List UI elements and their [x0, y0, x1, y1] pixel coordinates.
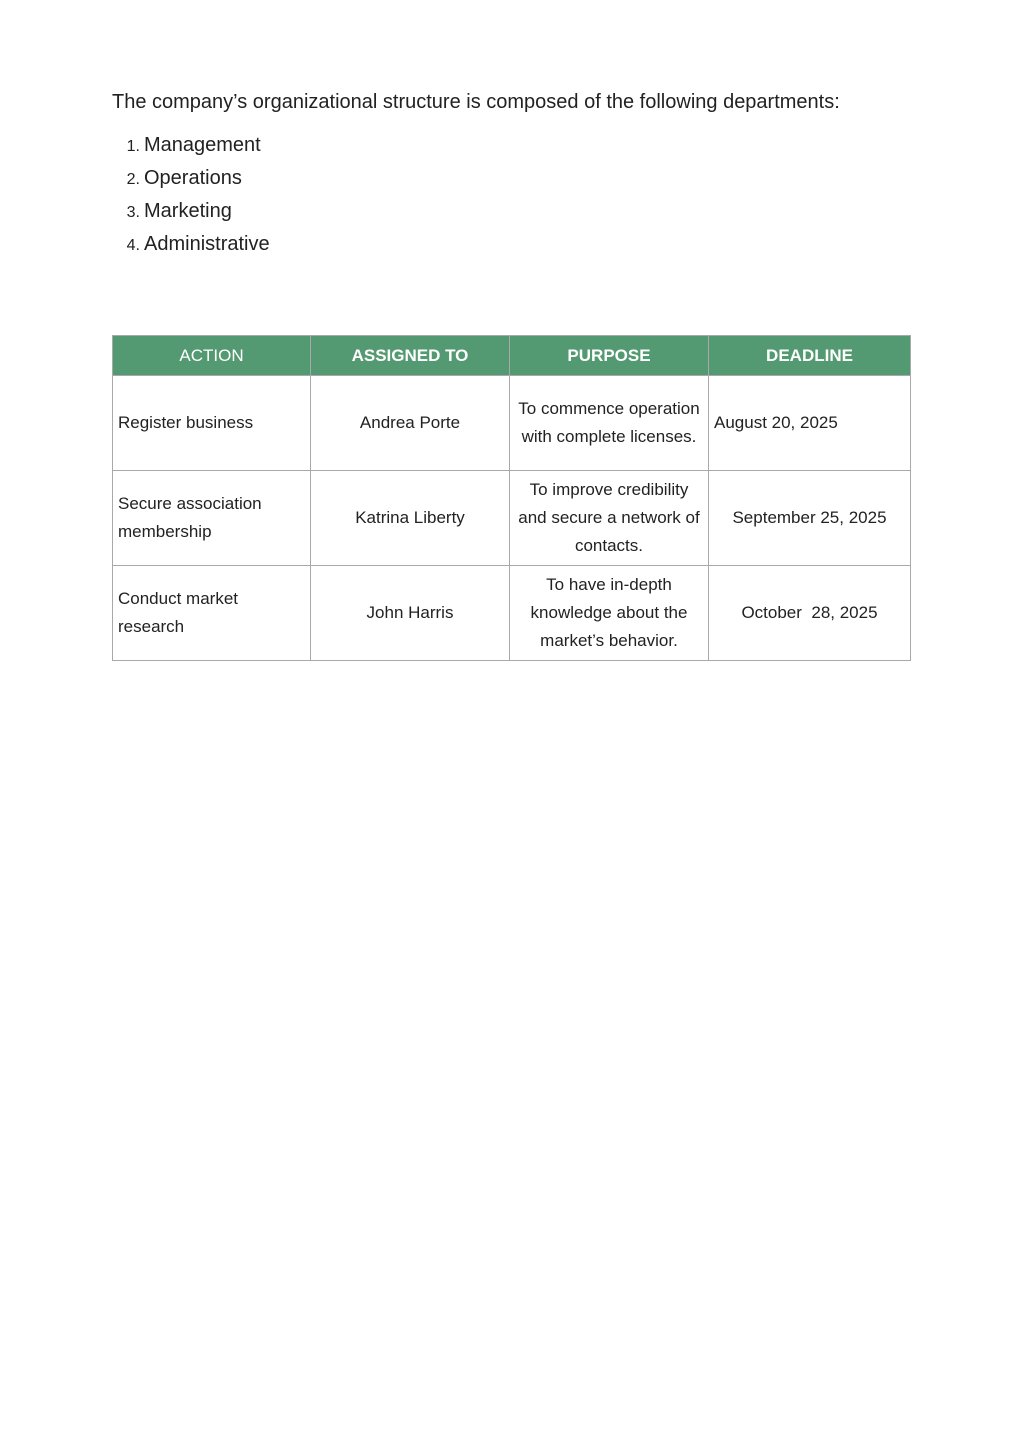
cell-purpose: To have in-depth knowledge about the market’s behavior.	[510, 566, 709, 661]
action-plan-table-container	[112, 335, 911, 661]
list-item	[112, 130, 270, 163]
cell-action: Conduct market research	[113, 566, 311, 661]
list-item	[112, 163, 270, 196]
cell-purpose: To improve credibility and secure a network of contacts.	[510, 471, 709, 566]
column-header-assigned-to: ASSIGNED TO	[311, 336, 510, 376]
table-row	[113, 471, 911, 566]
cell-action: Register business	[113, 376, 311, 471]
list-item-number: 1.	[126, 138, 140, 155]
cell-purpose: To commence operation with complete licenses.	[510, 376, 709, 471]
column-header-action: ACTION	[113, 336, 311, 376]
cell-assigned-to: John Harris	[311, 566, 510, 661]
table-header-row	[113, 336, 911, 376]
column-header-purpose: PURPOSE	[510, 336, 709, 376]
list-item	[112, 196, 270, 229]
list-item-number: 3.	[126, 204, 140, 221]
list-item-label: Marketing	[144, 200, 232, 222]
list-item-label: Administrative	[144, 233, 270, 255]
cell-deadline: October 28, 2025	[709, 566, 911, 661]
departments-list	[112, 130, 270, 262]
list-item-number: 4.	[126, 237, 140, 254]
list-item-label: Operations	[144, 167, 242, 189]
table-row	[113, 566, 911, 661]
cell-action: Secure association membership	[113, 471, 311, 566]
list-item-number: 2.	[126, 171, 140, 188]
list-item	[112, 229, 270, 262]
cell-deadline: August 20, 2025	[709, 376, 911, 471]
list-item-label: Management	[144, 134, 261, 156]
intro-paragraph: The company’s organizational structure is composed of the following departments:	[112, 91, 840, 113]
cell-assigned-to: Andrea Porte	[311, 376, 510, 471]
column-header-deadline: DEADLINE	[709, 336, 911, 376]
cell-assigned-to: Katrina Liberty	[311, 471, 510, 566]
table-row	[113, 376, 911, 471]
cell-deadline: September 25, 2025	[709, 471, 911, 566]
action-plan-table	[112, 335, 911, 661]
